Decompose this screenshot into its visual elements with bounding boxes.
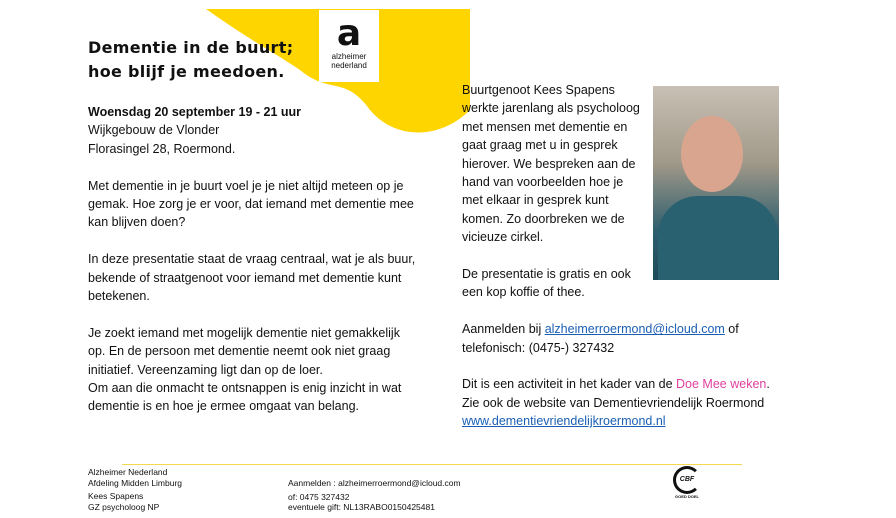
website-link[interactable]: www.dementievriendelijkroermond.nl xyxy=(462,414,666,429)
left-column xyxy=(88,103,418,416)
footer-text: of: 0475 327432 xyxy=(288,491,350,502)
footer-middle xyxy=(288,478,461,513)
paragraph: Je zoekt iemand met mogelijk dementie niet gemakkelijk op. En de persoon met dementie neemt ook niet graag initiatief. Vereenzaming ligt dan op de loer. xyxy=(88,325,400,377)
email-link[interactable]: alzheimerroermond@icloud.com xyxy=(544,322,725,337)
text: Aanmelden bij xyxy=(462,322,545,337)
text: Zie ook de website van Dementievriendelijk Roermond xyxy=(462,395,765,410)
paragraph: Om aan die onmacht te ontsnappen is enig inzicht in wat dementie is en hoe je ermee omgaat van belang. xyxy=(88,381,402,414)
title-line: hoe blijf je meedoen. xyxy=(88,62,285,81)
paragraph: Buurtgenoot Kees Spapens werkte jarenlang als psycholoog met mensen met dementie en gaat graag met u in gesprek hierover. We bespreken aan de hand van voorbeelden hoe je met elkaar in gesprek kunt komen. Zo doorbreken we de vicieuze cirkel. xyxy=(462,83,640,245)
doe-mee-link[interactable]: Doe Mee weken xyxy=(676,377,767,392)
footer-text: Alzheimer Nederland xyxy=(88,467,168,477)
logo-text: nederland xyxy=(331,61,367,70)
paragraph: In deze presentatie staat de vraag centraal, wat je als buur, bekende of straatgenoot voor iemand met dementie kunt betekenen. xyxy=(88,252,416,304)
logo-glyph: a xyxy=(336,13,362,54)
portrait-photo xyxy=(653,86,779,280)
event-address: Florasingel 28, Roermond. xyxy=(88,141,236,156)
cbf-logo xyxy=(670,466,704,502)
title-line: Dementie in de buurt; xyxy=(88,38,294,57)
text: of telefonisch: (0475-) 327432 xyxy=(462,322,739,355)
footer-divider xyxy=(122,464,742,465)
cbf-text: GOED DOEL xyxy=(674,494,699,499)
footer-text: Kees Spapens xyxy=(88,491,144,501)
footer-text: Afdeling Midden Limburg xyxy=(88,477,183,488)
text: Dit is een activiteit in het kader van de xyxy=(462,377,677,392)
event-venue: Wijkgebouw de Vlonder xyxy=(88,123,220,138)
footer-left xyxy=(88,467,182,512)
page-title xyxy=(88,36,293,84)
text: . xyxy=(766,377,770,392)
footer-text: eventuele gift: NL13RABO0150425481 xyxy=(288,502,435,512)
paragraph: De presentatie is gratis en ook een kop koffie of thee. xyxy=(462,267,631,300)
event-date: Woensdag 20 september 19 - 21 uur xyxy=(88,105,302,119)
cbf-mark: CBF xyxy=(673,466,701,494)
footer-text: Aanmelden : alzheimerroermond@icloud.com xyxy=(288,478,461,488)
footer-text: GZ psycholoog NP xyxy=(88,501,160,512)
paragraph: Met dementie in je buurt voel je je niet altijd meteen op je gemak. Hoe zorg je er voor, dat iemand met dementie mee kan blijven doen? xyxy=(88,178,414,230)
logo-text: alzheimer xyxy=(331,52,367,61)
alzheimer-logo xyxy=(319,10,379,82)
